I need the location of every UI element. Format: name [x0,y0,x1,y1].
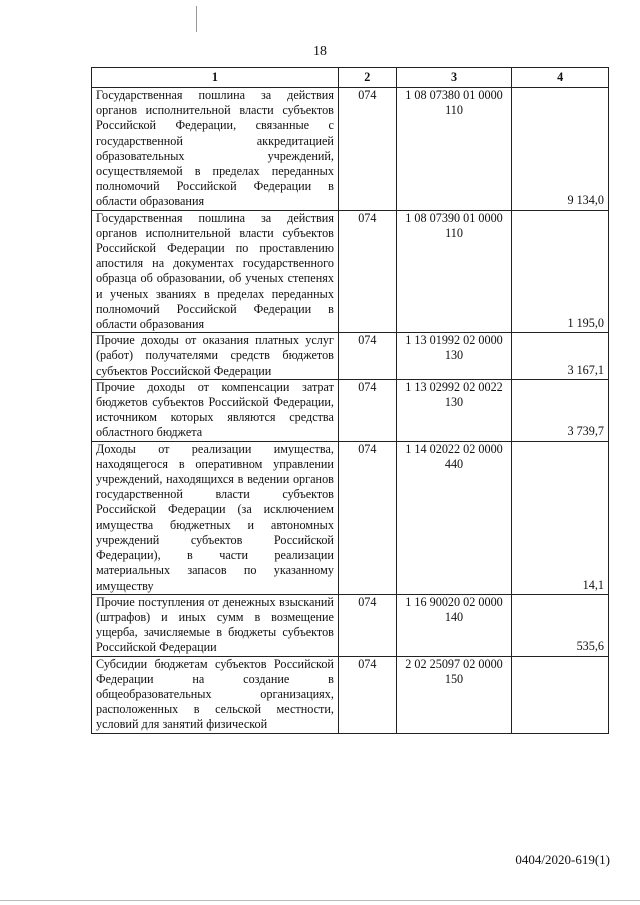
row-admin-code: 074 [338,88,396,211]
scan-mark [196,6,197,32]
row-admin-code: 074 [338,441,396,594]
row-admin-code: 074 [338,379,396,441]
row-budget-code: 1 16 90020 02 0000 140 [396,594,512,656]
table-row [92,333,609,380]
row-amount: 9 134,0 [512,88,609,211]
row-name: Прочие доходы от оказания платных услуг (работ) получателями средств бюджетов субъектов Российской Федерации [92,333,339,380]
header-col-2: 2 [338,68,396,88]
row-name: Государственная пошлина за действия органов исполнительной власти субъектов Российской Федерации, связанные с государственной аккредитацией образовательных учреждений, осуществляемой в пределах переданных полномочий Российской Федерации в области образования [92,88,339,211]
row-amount: 3 167,1 [512,333,609,380]
row-budget-code: 1 14 02022 02 0000 440 [396,441,512,594]
row-amount [512,656,609,733]
header-col-4: 4 [512,68,609,88]
page-number: 18 [313,44,327,59]
table-header-row [92,68,609,88]
row-amount: 1 195,0 [512,210,609,333]
row-name: Прочие поступления от денежных взысканий (штрафов) и иных сумм в возмещение ущерба, зачисляемые в бюджеты субъектов Российской Федерации [92,594,339,656]
page-edge [0,900,640,901]
revenue-table [91,67,609,734]
table-row [92,656,609,733]
table-row [92,441,609,594]
row-admin-code: 074 [338,594,396,656]
table-row [92,594,609,656]
row-budget-code: 1 13 01992 02 0000 130 [396,333,512,380]
row-name: Доходы от реализации имущества, находящегося в оперативном управлении учреждений, находящихся в ведении органов государственной власти субъектов Российской Федерации (за исключением имущества бюджетных и автономных учреждений субъектов Российской Федерации), в части реализации материальных запасов по указанному имуществу [92,441,339,594]
row-amount: 14,1 [512,441,609,594]
row-name: Субсидии бюджетам субъектов Российской Федерации на создание в общеобразовательных организациях, расположенных в сельской местности, условий для занятий физической [92,656,339,733]
row-budget-code: 1 08 07380 01 0000 110 [396,88,512,211]
row-budget-code: 1 13 02992 02 0022 130 [396,379,512,441]
row-budget-code: 1 08 07390 01 0000 110 [396,210,512,333]
table-row [92,210,609,333]
row-name: Прочие доходы от компенсации затрат бюджетов субъектов Российской Федерации, источником которых являются средства областного бюджета [92,379,339,441]
document-code: 0404/2020-619(1) [515,852,610,867]
row-admin-code: 074 [338,333,396,380]
header-col-1: 1 [92,68,339,88]
table-row [92,379,609,441]
table-row [92,88,609,211]
row-name: Государственная пошлина за действия органов исполнительной власти субъектов Российской Федерации по проставлению апостиля на документах государственного образца об образовании, об ученых степенях и ученых званиях в пределах переданных полномочий Российской Федерации в области образования [92,210,339,333]
row-admin-code: 074 [338,210,396,333]
header-col-3: 3 [396,68,512,88]
row-amount: 3 739,7 [512,379,609,441]
row-admin-code: 074 [338,656,396,733]
row-budget-code: 2 02 25097 02 0000 150 [396,656,512,733]
row-amount: 535,6 [512,594,609,656]
